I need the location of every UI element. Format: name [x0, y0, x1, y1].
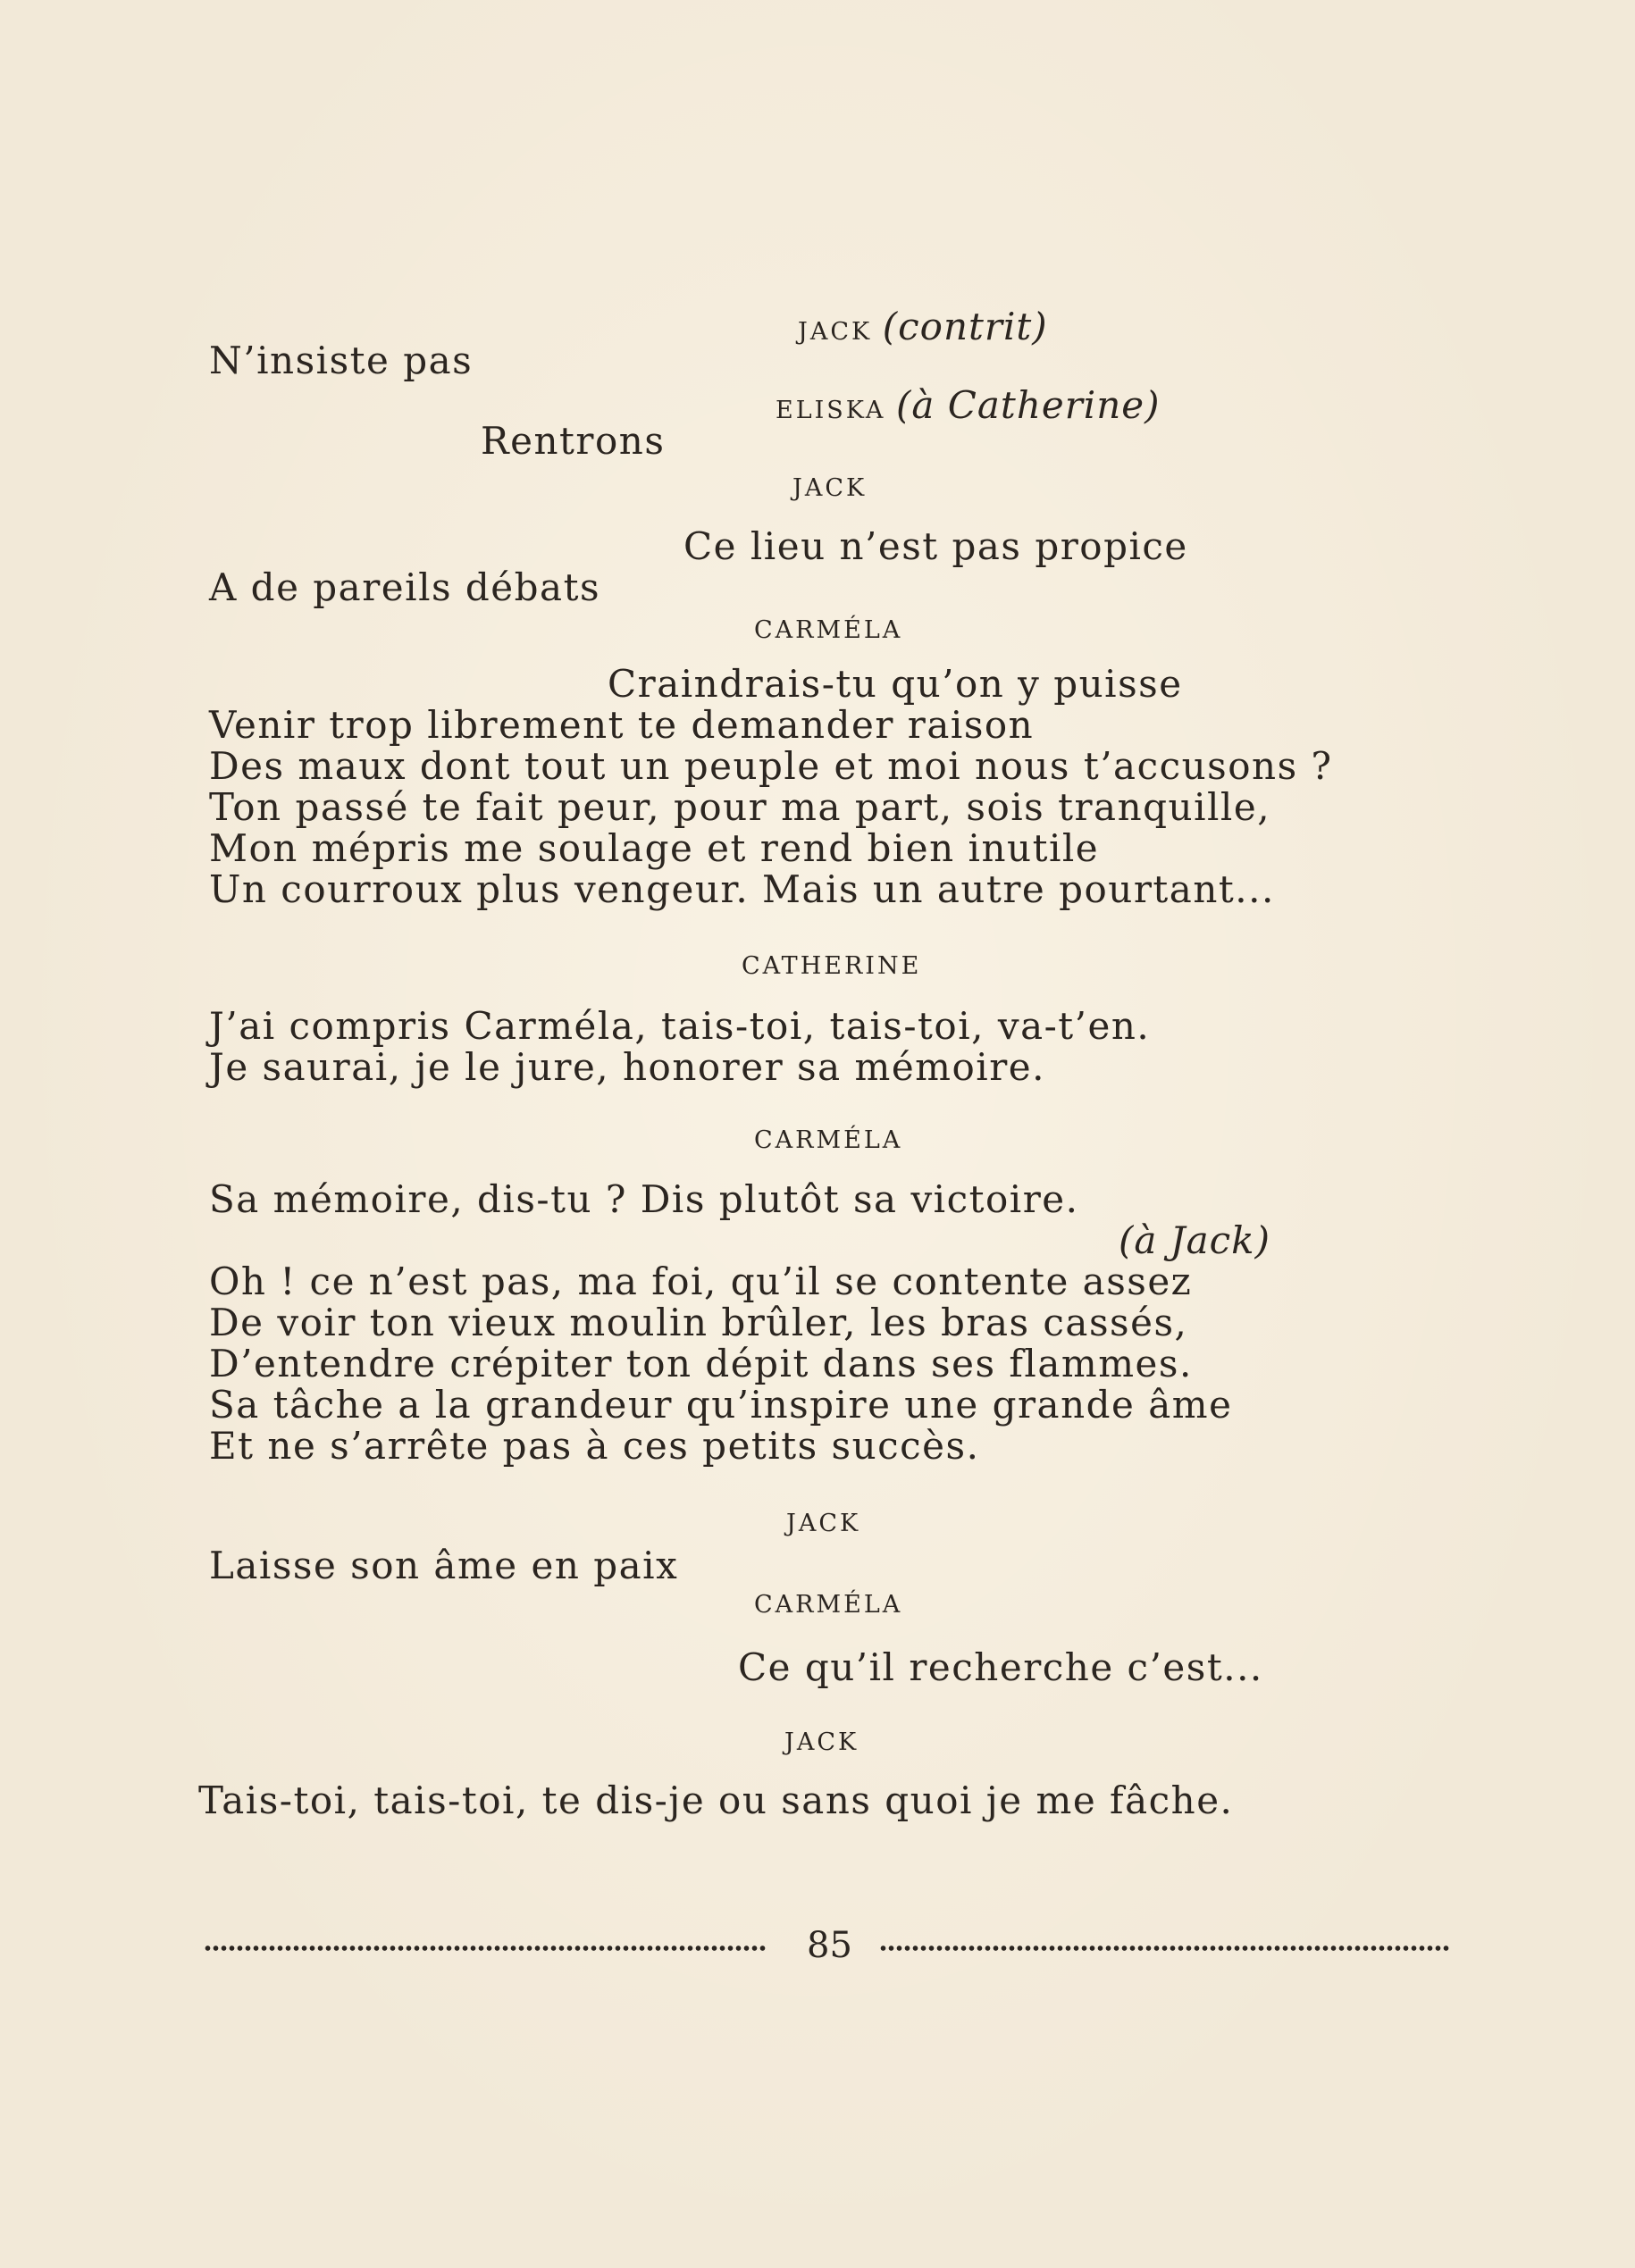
speaker-name: ELISKA — [776, 397, 886, 424]
stage-direction: (contrit) — [882, 305, 1048, 348]
verse-line: Des maux dont tout un peuple et moi nous t’accusons ? — [209, 744, 1333, 788]
verse-line: Mon mépris me soulage et rend bien inutile — [209, 826, 1100, 870]
stage-direction: (à Catherine) — [895, 383, 1161, 427]
stage-direction: (à Jack) — [1119, 1218, 1271, 1262]
speaker-label — [786, 1511, 860, 1536]
speaker-name: JACK — [798, 318, 873, 346]
verse-line: Oh ! ce n’est pas, ma foi, qu’il se contente assez — [209, 1260, 1193, 1303]
verse-line: De voir ton vieux moulin brûler, les bras cassés, — [209, 1301, 1188, 1344]
speaker-name: CATHERINE — [742, 952, 922, 980]
speaker-name: CARMÉLA — [754, 616, 903, 644]
verse-line: Rentrons — [481, 419, 666, 463]
speaker-name: CARMÉLA — [754, 1126, 903, 1154]
verse-line: A de pareils débats — [209, 565, 600, 609]
speaker-label — [754, 1593, 902, 1617]
verse-line: Tais-toi, tais-toi, te dis-je ou sans quoi je me fâche. — [198, 1778, 1234, 1822]
verse-line: N’insiste pas — [209, 339, 474, 382]
speaker-label — [754, 1128, 902, 1152]
verse-line: Venir trop librement te demander raison — [209, 703, 1035, 747]
verse-line: Craindrais-tu qu’on y puisse — [608, 662, 1183, 706]
verse-line: Et ne s’arrête pas à ces petits succès. — [209, 1424, 980, 1468]
speaker-label — [754, 618, 902, 642]
speaker-label — [798, 305, 1048, 348]
footer-rule-left — [204, 1945, 767, 1952]
speaker-label — [792, 476, 867, 500]
verse-line: Ton passé te fait peur, pour ma part, sois tranquille, — [209, 785, 1271, 829]
verse-line: Sa tâche a la grandeur qu’inspire une grande âme — [209, 1383, 1233, 1427]
speaker-label — [776, 383, 1161, 427]
page-number: 85 — [807, 1925, 852, 1966]
speaker-label — [742, 954, 921, 978]
speaker-name: JACK — [784, 1728, 859, 1756]
verse-line: Sa mémoire, dis-tu ? Dis plutôt sa victoire. — [209, 1177, 1079, 1221]
verse-line: D’entendre crépiter ton dépit dans ses flammes. — [209, 1342, 1193, 1385]
verse-line: Ce lieu n’est pas propice — [683, 524, 1188, 568]
speaker-name: CARMÉLA — [754, 1591, 903, 1619]
verse-line: Ce qu’il recherche c’est... — [738, 1645, 1263, 1689]
footer-rule-right — [879, 1945, 1451, 1952]
speaker-name: JACK — [786, 1510, 861, 1537]
verse-line: Un courroux plus vengeur. Mais un autre pourtant... — [209, 867, 1275, 911]
speaker-name: JACK — [792, 474, 868, 502]
verse-line: Je saurai, je le jure, honorer sa mémoire. — [209, 1045, 1045, 1089]
verse-line: Laisse son âme en paix — [209, 1544, 679, 1587]
verse-line: J’ai compris Carméla, tais-toi, tais-toi, va-t’en. — [209, 1004, 1151, 1048]
speaker-label — [784, 1730, 859, 1754]
